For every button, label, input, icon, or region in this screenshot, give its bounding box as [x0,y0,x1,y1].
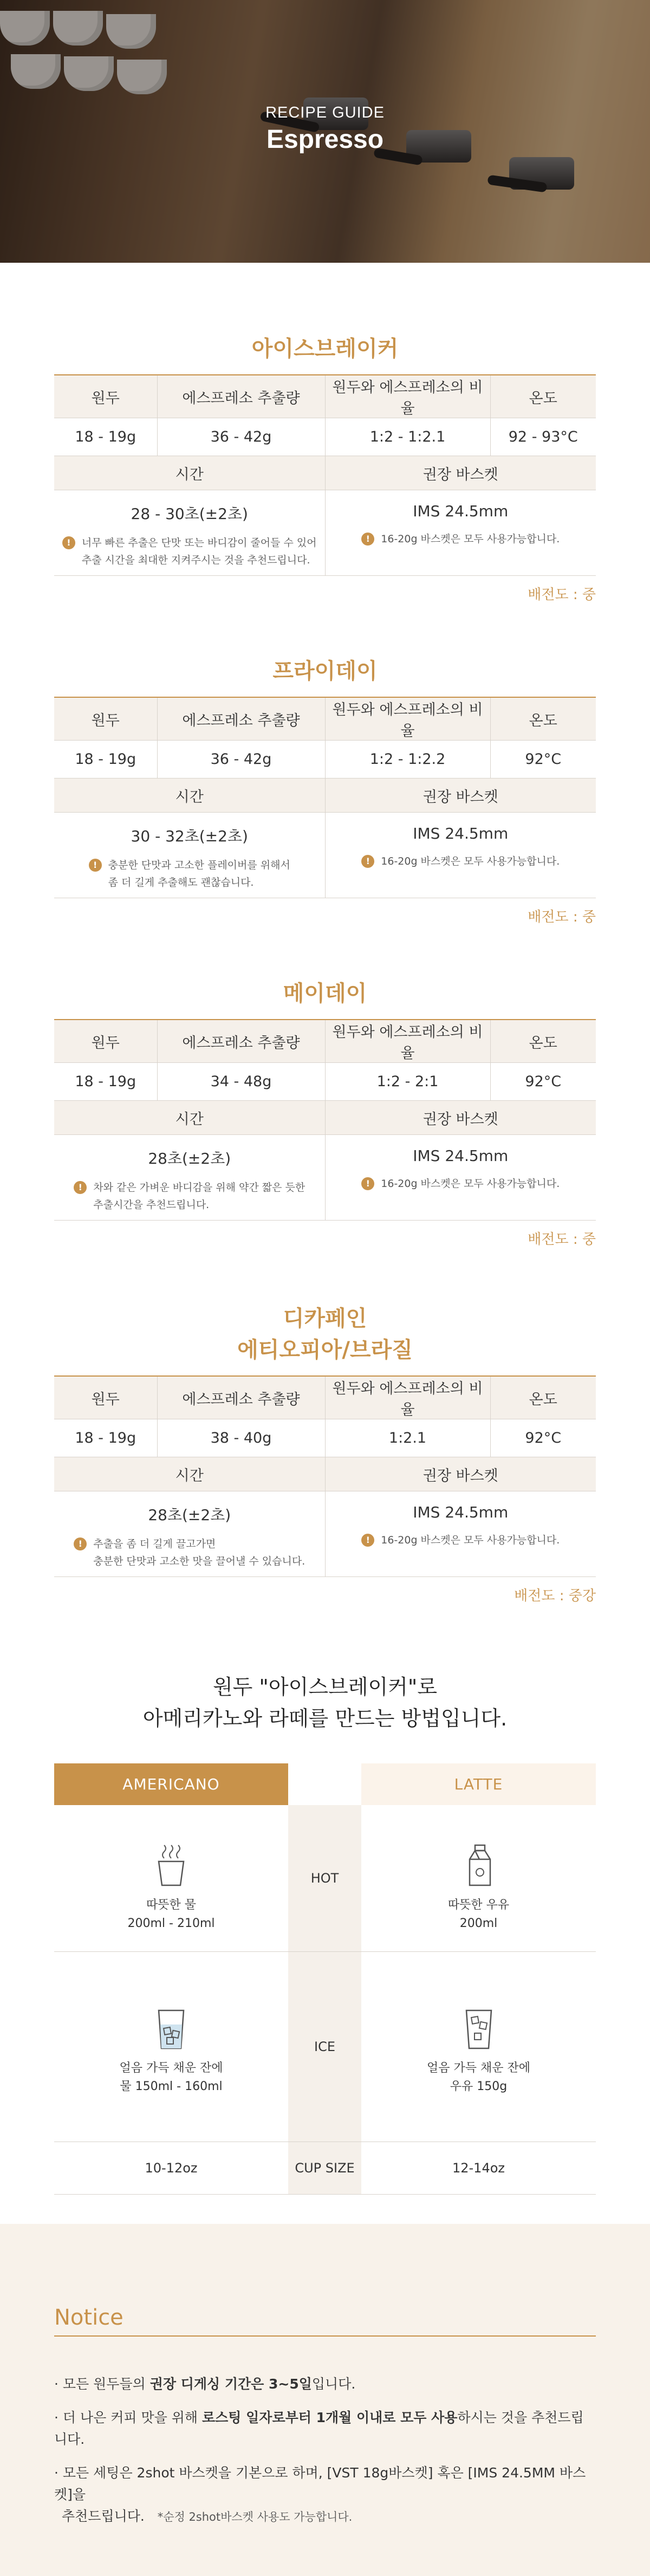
americano-ice-line1: 얼음 가득 채운 잔에 [119,2061,223,2075]
ice-label: ICE [288,1952,361,2142]
value-temp: 92 - 93°C [490,418,596,456]
recipe-table [54,697,596,898]
recipe-title-line2: 에티오피아/브라질 [237,1338,413,1362]
americano-label: AMERICANO [54,1763,288,1805]
notice-small-text: *순정 2shot바스켓 사용도 가능합니다. [157,2510,353,2523]
header-ratio: 원두와 에스프레소의 비율 [325,697,490,741]
hero-banner [0,0,650,263]
info-icon: ! [74,1537,87,1550]
value-time: 28 - 30초(±2초) [131,505,248,523]
header-ratio: 원두와 에스프레소의 비율 [325,375,490,418]
hot-cup-icon [152,1843,190,1886]
basket-cell [325,490,596,576]
basket-cell [325,1491,596,1577]
cup-size-row [54,2142,596,2195]
time-cell [54,1491,325,1577]
value-ratio: 1:2 - 1:2.2 [325,741,490,778]
basket-note: 16-20g 바스켓은 모두 사용가능합니다. [381,855,560,867]
recipe-title-line1: 디카페인 [283,1306,367,1331]
info-icon: ! [361,855,374,868]
notice-highlight: 권장 디게싱 기간은 3~5일 [150,2376,312,2392]
notice-text: 입니다. [311,2376,356,2392]
notice-list [54,2373,596,2540]
howto-line2: 아메리카노와 라떼를 만드는 방법입니다. [142,1706,508,1730]
notice-text: · 모든 세팅은 2shot 바스켓을 기본으로 하며, [VST 18g바스켓] 혹은 [IMS 24.5MM 바스켓]을 [54,2465,586,2502]
time-note-line: 충분한 단맛과 고소한 플레이버를 위해서 [108,859,290,871]
hero-subtitle: RECIPE GUIDE [265,104,385,121]
header-time: 시간 [54,456,325,490]
americano-ice [54,1952,288,2142]
notice-section [0,2224,650,2576]
recipe-table [54,1375,596,1577]
info-icon: ! [89,859,102,872]
time-cell [54,813,325,898]
time-note-line: 너무 빠른 추출은 단맛 또는 바디감이 줄어들 수 있어 [81,537,317,549]
header-bean: 원두 [54,375,157,418]
americano-ice-line2: 물 150ml - 160ml [120,2080,223,2093]
header-ratio: 원두와 에스프레소의 비율 [325,1376,490,1419]
header-basket: 권장 바스켓 [325,1101,596,1135]
latte-ice-line2: 우유 150g [450,2080,508,2093]
notice-title: Notice [54,2305,123,2330]
latte-ice-line1: 얼음 가득 채운 잔에 [427,2061,530,2075]
recipe-table [54,374,596,576]
roast-level: 배전도 : 중 [528,1231,596,1248]
notice-text: · 더 나은 커피 맛을 위해 [54,2410,202,2425]
header-time: 시간 [54,778,325,813]
header-temp: 온도 [490,697,596,741]
value-temp: 92°C [490,1063,596,1101]
value-basket: IMS 24.5mm [413,502,509,520]
header-basket: 권장 바스켓 [325,456,596,490]
header-temp: 온도 [490,1020,596,1063]
time-note-line: 좀 더 길게 추출해도 괜찮습니다. [108,877,254,888]
latte-ice [361,1952,596,2142]
info-icon: ! [361,1177,374,1190]
basket-note: 16-20g 바스켓은 모두 사용가능합니다. [381,1534,560,1546]
americano-hot [54,1805,288,1951]
cup-size-label: CUP SIZE [288,2142,361,2194]
value-ratio: 1:2 - 1:2.1 [325,418,490,456]
time-note-line: 차와 같은 가벼운 바디감을 위해 약간 짧은 듯한 [93,1182,306,1193]
value-bean: 18 - 19g [54,1419,157,1457]
value-bean: 18 - 19g [54,1063,157,1101]
header-temp: 온도 [490,1376,596,1419]
info-icon: ! [62,536,75,549]
value-yield: 34 - 48g [157,1063,325,1101]
recipe-table [54,1019,596,1221]
notice-highlight: 로스팅 일자로부터 1개월 이내로 모두 사용 [202,2410,458,2425]
americano-hot-line2: 200ml - 210ml [127,1917,215,1930]
notice-item [54,2407,596,2450]
time-note-line: 추출을 좀 더 길게 끌고가면 [93,1538,216,1550]
notice-text: 추천드립니다. [62,2508,145,2524]
header-bean: 원두 [54,697,157,741]
header-temp: 온도 [490,375,596,418]
time-cell [54,1135,325,1221]
value-yield: 36 - 42g [157,418,325,456]
info-icon: ! [361,1534,374,1547]
basket-note: 16-20g 바스켓은 모두 사용가능합니다. [381,1178,560,1190]
recipe-decaf [54,1303,596,1605]
time-note-line: 충분한 단맛과 고소한 맛을 끌어낼 수 있습니다. [93,1555,306,1567]
notice-item [54,2462,596,2528]
americano-latte-comparison [54,1763,596,2195]
recipe-title [54,1303,596,1366]
value-basket: IMS 24.5mm [413,825,509,842]
recipe-title: 프라이데이 [272,659,378,684]
basket-note: 16-20g 바스켓은 모두 사용가능합니다. [381,533,560,545]
milk-carton-icon [460,1843,498,1886]
roast-level: 배전도 : 중 [528,587,596,603]
hot-label: HOT [288,1805,361,1951]
value-temp: 92°C [490,741,596,778]
value-yield: 36 - 42g [157,741,325,778]
value-time: 28초(±2초) [148,1150,231,1167]
value-time: 28초(±2초) [148,1506,231,1524]
recipe-title: 아이스브레이커 [251,336,399,361]
latte-hot [361,1805,596,1951]
latte-hot-line2: 200ml [459,1917,498,1930]
header-basket: 권장 바스켓 [325,778,596,813]
recipe-friday [54,656,596,926]
iced-milk-glass-icon [460,2006,498,2049]
notice-item [54,2373,596,2395]
info-icon: ! [74,1181,87,1194]
basket-cell [325,813,596,898]
header-basket: 권장 바스켓 [325,1457,596,1491]
hero-title: Espresso [266,125,384,154]
americano-cup-size: 10-12oz [145,2160,198,2176]
notice-text: 하시는 것을 추천드립니다. [54,2410,584,2447]
value-bean: 18 - 19g [54,418,157,456]
header-time: 시간 [54,1101,325,1135]
americano-hot-line1: 따뜻한 물 [146,1898,196,1912]
header-yield: 에스프레소 추출량 [157,1376,325,1419]
time-note-line: 추출 시간을 최대한 지켜주시는 것을 추천드립니다. [81,554,310,566]
value-time: 30 - 32초(±2초) [131,827,248,845]
value-ratio: 1:2.1 [325,1419,490,1457]
howto-heading [54,1671,596,1734]
latte-cup-size: 12-14oz [452,2160,505,2176]
hot-row [54,1805,596,1952]
value-yield: 38 - 40g [157,1419,325,1457]
value-temp: 92°C [490,1419,596,1457]
notice-text: · 모든 원두들의 [54,2376,150,2392]
header-yield: 에스프레소 추출량 [157,375,325,418]
recipe-icebreaker [54,333,596,604]
recipe-mayday [54,978,596,1248]
value-basket: IMS 24.5mm [413,1503,509,1521]
header-bean: 원두 [54,1376,157,1419]
time-cell [54,490,325,576]
roast-level: 배전도 : 중 [528,909,596,925]
latte-label: LATTE [361,1763,596,1805]
value-bean: 18 - 19g [54,741,157,778]
header-bean: 원두 [54,1020,157,1063]
latte-hot-line1: 따뜻한 우유 [447,1898,510,1912]
header-yield: 에스프레소 추출량 [157,697,325,741]
header-ratio: 원두와 에스프레소의 비율 [325,1020,490,1063]
value-basket: IMS 24.5mm [413,1147,509,1165]
ice-row [54,1952,596,2142]
recipe-title: 메이데이 [283,981,367,1006]
roast-level: 배전도 : 중강 [514,1588,596,1604]
info-icon: ! [361,533,374,546]
basket-cell [325,1135,596,1221]
header-yield: 에스프레소 추출량 [157,1020,325,1063]
header-time: 시간 [54,1457,325,1491]
time-note-line: 추출시간을 추천드립니다. [93,1199,210,1211]
value-ratio: 1:2 - 2:1 [325,1063,490,1101]
howto-line1: 원두 "아이스브레이커"로 [212,1675,438,1699]
iced-water-glass-icon [152,2006,190,2049]
